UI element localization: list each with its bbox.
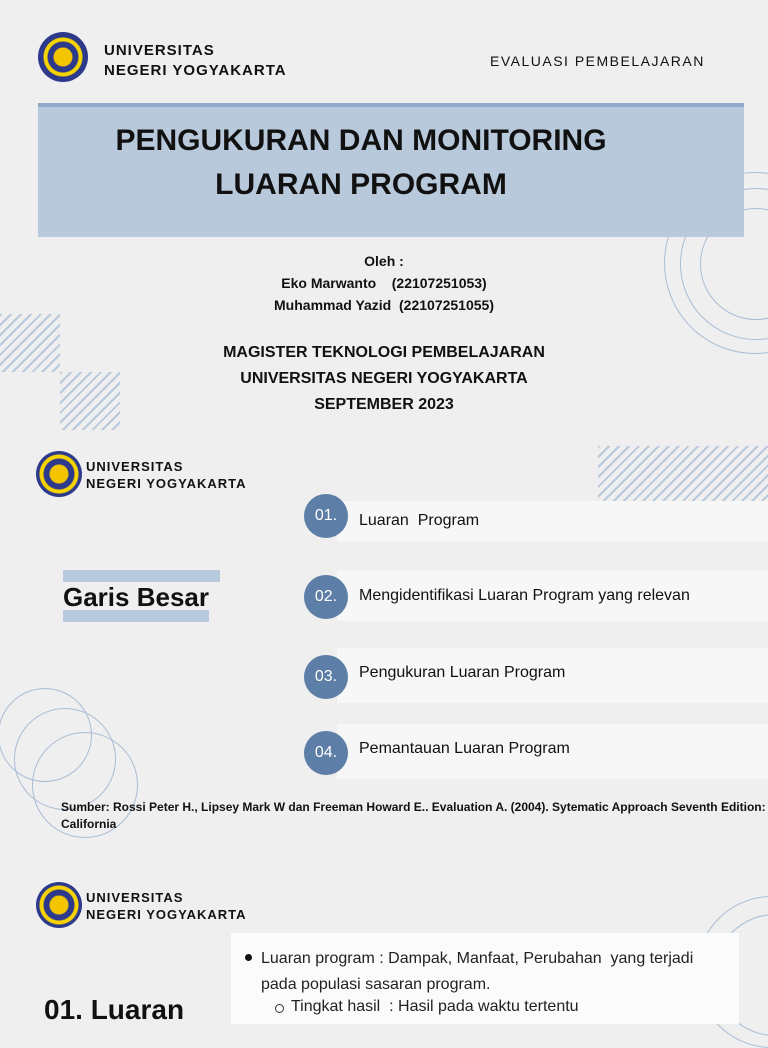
outline-item-number: 04.: [304, 731, 348, 775]
title-box: [38, 103, 744, 237]
university-line1: UNIVERSITAS: [86, 890, 184, 905]
decorative-hatch: [598, 446, 768, 506]
program-block: [0, 340, 768, 418]
section-heading: 01. Luaran: [44, 994, 185, 1025]
sub-bullet-text: Tingkat hasil : Hasil pada waktu tertentu: [291, 998, 579, 1015]
author-1: Eko Marwanto (22107251053): [281, 275, 487, 291]
university-line1: UNIVERSITAS: [86, 459, 184, 474]
program-line1: MAGISTER TEKNOLOGI PEMBELAJARAN: [223, 344, 545, 361]
outline-item-number: 03.: [304, 655, 348, 699]
title-line2: LUARAN PROGRAM: [215, 168, 507, 201]
university-logo: [36, 882, 82, 928]
program-line2: UNIVERSITAS NEGERI YOGYAKARTA: [240, 370, 528, 387]
outline-item-label: Luaran Program: [359, 512, 480, 529]
header-university-line2: NEGERI YOGYAKARTA: [104, 62, 287, 79]
bullet-line1: Luaran program : Dampak, Manfaat, Perubahan yang terjadi: [261, 950, 694, 967]
outline-heading: Garis Besar: [63, 582, 209, 612]
outline-item-label: Mengidentifikasi Luaran Program yang relevan: [359, 587, 690, 604]
sub-bullet-circle: [275, 1004, 284, 1013]
university-name: [86, 889, 247, 923]
by-label: Oleh :: [364, 253, 404, 269]
outline-item-label: Pemantauan Luaran Program: [359, 740, 570, 757]
university-logo: [38, 32, 88, 82]
title-line1: PENGUKURAN DAN MONITORING: [115, 124, 607, 157]
header-university-line1: UNIVERSITAS: [104, 42, 215, 59]
university-logo: [36, 451, 82, 497]
source-citation: Sumber: Rossi Peter H., Lipsey Mark W dan Freeman Howard E.. Evaluation A. (2004). Sytematic Approach Seventh Edition: California: [61, 800, 766, 831]
course-name: EVALUASI PEMBELAJARAN: [490, 53, 705, 69]
authors-block: [0, 250, 768, 316]
university-line2: NEGERI YOGYAKARTA: [86, 476, 247, 491]
program-date: SEPTEMBER 2023: [314, 396, 454, 413]
bullet-dot: [245, 954, 252, 961]
university-name: [86, 458, 247, 492]
author-2: Muhammad Yazid (22107251055): [274, 297, 494, 313]
bullet-line2: pada populasi sasaran program.: [261, 976, 491, 993]
outline-item-label: Pengukuran Luaran Program: [359, 664, 566, 681]
presentation-title: [38, 107, 744, 207]
outline-item-number: 01.: [304, 494, 348, 538]
bullet-text: [261, 946, 693, 998]
header-university-name: [104, 41, 287, 81]
outline-heading-highlight-top: [63, 570, 220, 582]
university-line2: NEGERI YOGYAKARTA: [86, 907, 247, 922]
outline-item-number: 02.: [304, 575, 348, 619]
